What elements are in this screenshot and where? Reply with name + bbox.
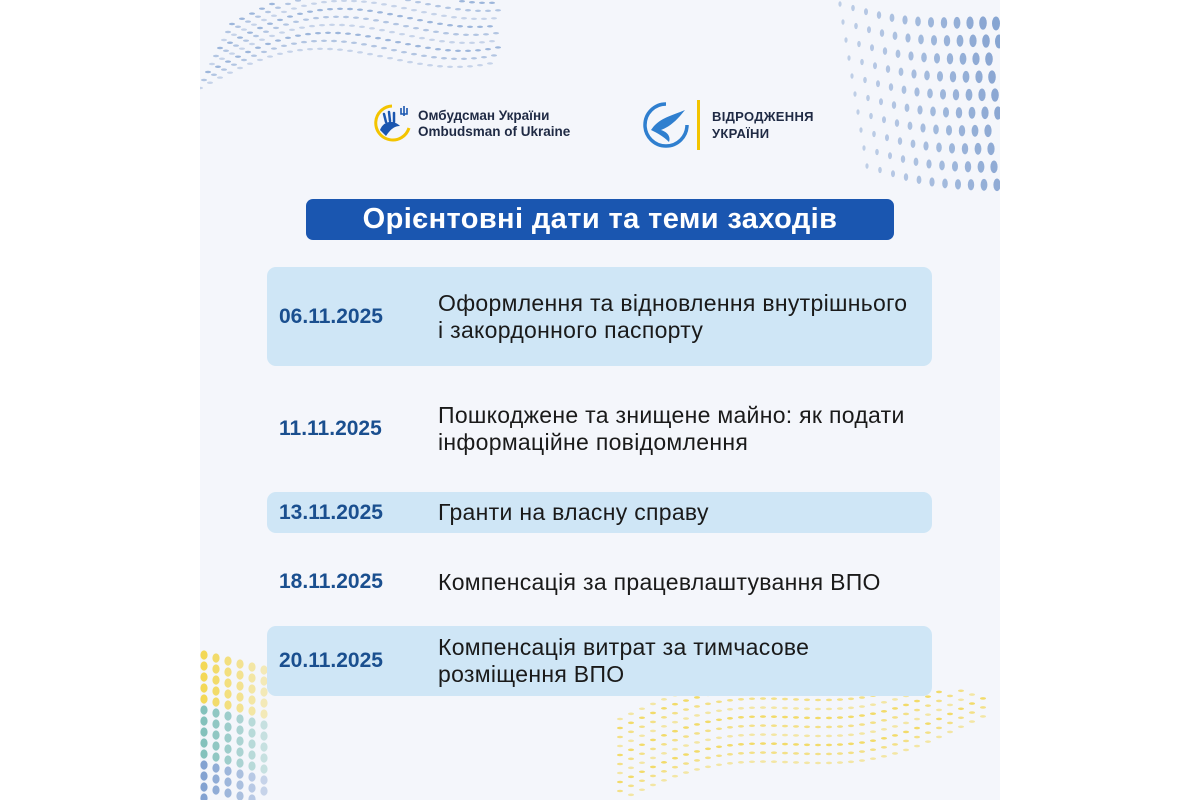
event-topic: Гранти на власну справу (438, 499, 709, 525)
event-row-3 (267, 492, 932, 533)
bird-circle-icon (641, 100, 691, 150)
event-date: 20.11.2025 (279, 649, 383, 672)
event-row-4 (267, 551, 932, 613)
page-title: Орієнтовні дати та теми заходів (306, 199, 894, 240)
event-topic: Компенсація витрат за тимчасове розміщення ВПО (438, 634, 810, 687)
ombudsman-logo (372, 100, 570, 148)
event-date: 18.11.2025 (279, 570, 383, 593)
ombudsman-name-ua: Омбудсман України (418, 108, 550, 123)
revival-name-line2: УКРАЇНИ (712, 126, 770, 141)
event-date: 13.11.2025 (279, 500, 383, 524)
dove-hand-trident-icon (372, 100, 412, 148)
event-topic: Пошкоджене та знищене майно: як подати інформаційне повідомлення (438, 402, 905, 455)
event-row-1 (267, 267, 932, 366)
revival-logo (641, 100, 814, 150)
event-topic: Оформлення та відновлення внутрішнього і закордонного паспорту (438, 289, 908, 343)
event-row-5 (267, 626, 932, 696)
event-date: 11.11.2025 (279, 417, 382, 440)
event-row-2 (267, 379, 932, 479)
ombudsman-name-en: Ombudsman of Ukraine (418, 124, 571, 139)
revival-logo-divider (697, 100, 700, 150)
event-date: 06.11.2025 (279, 304, 383, 328)
revival-name-line1: ВІДРОДЖЕННЯ (712, 109, 814, 124)
poster-canvas (200, 0, 1000, 800)
event-topic: Компенсація за працевлаштування ВПО (438, 568, 881, 595)
events-list (267, 267, 932, 696)
